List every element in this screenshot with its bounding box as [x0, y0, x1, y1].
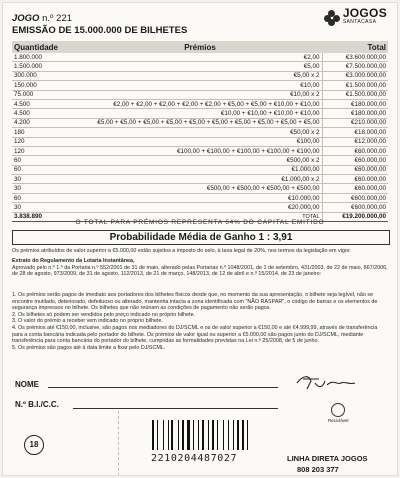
row-total: €1.500.000,00 [322, 81, 388, 90]
barcode [152, 420, 252, 450]
row-premios: €1.000,00 [78, 165, 322, 174]
row-quantidade: 300.000 [12, 71, 78, 80]
prize-row [12, 156, 388, 165]
row-premios: €2,00 + €2,00 + €2,00 + €2,00 + €2,00 + €5,00 + €5,00 + €10,00 + €10,00 [78, 99, 322, 108]
row-quantidade: 120 [12, 146, 78, 155]
barcode-bar [242, 420, 244, 450]
prize-row [12, 184, 388, 193]
barcode-bar [178, 420, 179, 450]
barcode-bar [171, 420, 173, 450]
row-quantidade: 60 [12, 193, 78, 202]
regulation-title: Extrato do Regulamento da Lotaria Instantânea, [12, 258, 135, 264]
prize-row [12, 165, 388, 174]
barcode-bar [198, 420, 199, 450]
regulation-item: 5. Os prémios são pagos até à data limite a fixar pelo DJ/SCML. [12, 344, 166, 351]
brand-sub: SANTACASA [342, 19, 377, 25]
clover-icon [324, 10, 340, 26]
prize-row [12, 118, 388, 127]
row-total: €180.000,00 [322, 109, 388, 118]
row-total: €3.600.000,00 [322, 53, 388, 62]
row-total: €12.000,00 [322, 137, 388, 146]
barcode-bar [230, 420, 232, 450]
recycle-label: Reciclável [328, 418, 349, 423]
row-total: €180.000,00 [322, 99, 388, 108]
row-quantidade: 30 [12, 184, 78, 193]
col-quantidade: Quantidade [12, 41, 78, 53]
prize-row [12, 99, 388, 108]
row-premios: €500,00 x 2 [78, 156, 322, 165]
prize-row [12, 137, 388, 146]
barcode-bar [159, 420, 162, 450]
barcode-bar [249, 420, 251, 450]
barcode-bar [157, 420, 158, 450]
regulation-extract [12, 258, 388, 278]
row-quantidade: 1.800.000 [12, 53, 78, 62]
nome-field[interactable] [48, 387, 278, 388]
row-quantidade: 30 [12, 175, 78, 184]
regulation-body: Aprovado pelo n.º 1.º da Portaria n.º 552/2001 de 31 de maio, alterado pelas Portarias n.º 1048/2001, de 1 de setembro, 431/2003, de 22 de maio, 867/2006, de 28 de agosto, 973/2009, de 31 de agosto, 112/2013, de 21 de março, 148/2013, de 12 de abril e n.º 15/2014, de 23 de janeiro: [12, 264, 388, 278]
bi-field[interactable] [73, 408, 278, 409]
row-premios: €50,00 x 2 [78, 128, 322, 137]
row-quantidade: 120 [12, 137, 78, 146]
row-premios: €10,00 x 2 [78, 90, 322, 99]
probability-banner: Probabilidade Média de Ganho 1 : 3,91 [12, 230, 390, 245]
barcode-bar [233, 420, 234, 450]
barcode-bar [217, 420, 218, 450]
barcode-bar [152, 420, 154, 450]
row-premios: €500,00 + €500,00 + €500,00 + €500,00 [78, 184, 322, 193]
barcode-bar [237, 420, 240, 450]
tear-edge [118, 411, 123, 475]
emission-title: EMISSÃO DE 15.000.000 DE BILHETES [12, 25, 188, 36]
ticket-back [3, 3, 397, 475]
row-quantidade: 4.500 [12, 99, 78, 108]
total-label: TOTAL [78, 212, 322, 221]
prize-row [12, 175, 388, 184]
total-quantidade: 3.838.890 [12, 212, 78, 221]
barcode-bar [205, 420, 207, 450]
row-quantidade: 75.000 [12, 90, 78, 99]
prize-row [12, 146, 388, 155]
row-quantidade: 180 [12, 128, 78, 137]
jogos-santacasa-logo [324, 6, 387, 27]
game-number [12, 13, 72, 24]
barcode-bar [219, 420, 222, 450]
barcode-bar [168, 420, 169, 450]
row-total: €60.000,00 [322, 184, 388, 193]
barcode-bar [193, 420, 194, 450]
bi-label: N.º B.I./C.C. [15, 400, 59, 409]
regulation-item: 4. Os prémios até €150,00, inclusive, são pagos nos mediadores do DJ/SCML e os de valor superior a €150,00 e até €4.999,99, através de transferência para a conta bancária indicada pelo portador do bilhete. Os prémios de valor igual ou superior a €5.000,00 são pagos junto do DJ/SCML, mediante transferência para conta bancária do portador do bilhete, cumpridas as formalidades previstas na Lei n.º 25/2008, de 5 de junho. [12, 324, 378, 345]
prize-table [12, 41, 388, 222]
row-quantidade: 60 [12, 165, 78, 174]
prize-row [12, 203, 388, 212]
row-premios: €5,00 + €5,00 + €5,00 + €5,00 + €5,00 + €5,00 + €5,00 + €5,00 + €5,00 + €5,00 [78, 118, 322, 127]
row-total: €3.000.000,00 [322, 71, 388, 80]
barcode-bar [174, 420, 177, 450]
prize-row [12, 53, 388, 62]
row-quantidade: 4.200 [12, 118, 78, 127]
row-quantidade: 4.500 [12, 109, 78, 118]
game-number-value: n.º 221 [42, 13, 72, 24]
row-premios: €20.000,00 [78, 203, 322, 212]
prize-row [12, 109, 388, 118]
barcode-bar [182, 420, 184, 450]
prize-row [12, 62, 388, 71]
row-total: €60.000,00 [322, 165, 388, 174]
row-total: €7.500.000,00 [322, 62, 388, 71]
row-total: €1.500.000,00 [322, 90, 388, 99]
game-label: JOGO [12, 13, 40, 24]
barcode-bar [223, 420, 224, 450]
prize-row [12, 90, 388, 99]
regulation-items [12, 292, 388, 351]
barcode-number: 2210204487027 [151, 453, 238, 464]
barcode-bar [245, 420, 246, 450]
prize-row [12, 81, 388, 90]
prize-row [12, 71, 388, 80]
row-premios: €2,00 [78, 53, 322, 62]
row-premios: €10,00 [78, 81, 322, 90]
barcode-bar [215, 420, 216, 450]
row-quantidade: 30 [12, 203, 78, 212]
barcode-bar [228, 420, 229, 450]
tax-note: Os prémios atribuídos de valor superior a €5.000,00 estão sujeitos a imposto do selo, à taxa legal de 20%, nos termos da legislação em vigor. [12, 248, 351, 254]
hotline-label: LINHA DIRETA JOGOS [287, 454, 368, 463]
row-premios: €1.000,00 x 2 [78, 175, 322, 184]
row-total: €600.000,00 [322, 193, 388, 202]
age-restriction-badge: 18 [24, 435, 44, 455]
barcode-bar [185, 420, 186, 450]
recycle-icon [331, 403, 345, 417]
barcode-bar [208, 420, 209, 450]
signature-image [293, 371, 363, 393]
barcode-bar [235, 420, 236, 450]
barcode-bar [180, 420, 181, 450]
barcode-bar [225, 420, 227, 450]
barcode-bar [202, 420, 205, 450]
capital-note: O TOTAL PARA PRÉMIOS REPRESENTA 64% DO CAPITAL EMITIDO [75, 219, 325, 226]
barcode-bar [165, 420, 167, 450]
row-total: €60.000,00 [322, 146, 388, 155]
row-total: €600.000,00 [322, 203, 388, 212]
barcode-bar [240, 420, 241, 450]
row-premios: €100,00 + €100,00 + €100,00 + €100,00 + €100,00 [78, 146, 322, 155]
nome-label: NOME [15, 380, 39, 389]
row-total: €210.000,00 [322, 118, 388, 127]
regulation-item: 1. Os prémios serão pagos de imediato aos portadores dos bilhetes físicos desde que, no momento da sua apresentação, o bilhete seja legível, não se encontre mutilado, deteriorado, defeituoso ou alterado, mantenha intacta a zona identificada com "NÃO RASPAR", o código de barras e os elementos de segurança impressos no bilhete. Os bilhetes que não reúnam as condições de pagamento não serão pagos. [12, 292, 378, 312]
hotline-phone: 808 203 377 [297, 465, 339, 474]
barcode-bar [155, 420, 156, 450]
barcode-bar [187, 420, 190, 450]
barcode-bar [212, 420, 214, 450]
barcode-bar [169, 420, 170, 450]
row-total: €60.000,00 [322, 175, 388, 184]
row-premios: €5,00 x 2 [78, 71, 322, 80]
barcode-bar [163, 420, 164, 450]
regulation-item: 2. Os bilhetes só podem ser vendidos pelo preço indicado no próprio bilhete. [12, 311, 196, 318]
barcode-bar [210, 420, 211, 450]
row-premios: €10,00 + €10,00 + €10,00 + €10,00 [78, 109, 322, 118]
barcode-bar [200, 420, 201, 450]
prize-table-header [12, 41, 388, 53]
prize-row [12, 128, 388, 137]
row-quantidade: 60 [12, 156, 78, 165]
brand-name: JOGOS [342, 6, 387, 20]
recycle-mark [328, 403, 349, 423]
prize-row [12, 193, 388, 202]
row-quantidade: 150.000 [12, 81, 78, 90]
regulation-item: 3. O valor do prémio a receber vem indicado no próprio bilhete. [12, 318, 164, 325]
row-total: €18.000,00 [322, 128, 388, 137]
row-quantidade: 1.500.000 [12, 62, 78, 71]
row-premios: €10.000,00 [78, 193, 322, 202]
barcode-bar [247, 420, 248, 450]
row-total: €60.000,00 [322, 156, 388, 165]
col-premios: Prémios [78, 41, 322, 53]
barcode-bar [191, 420, 192, 450]
row-premios: €5,00 [78, 62, 322, 71]
col-total: Total [322, 41, 388, 53]
barcode-bar [195, 420, 197, 450]
row-premios: €100,00 [78, 137, 322, 146]
total-value: €19.200.000,00 [322, 212, 388, 221]
